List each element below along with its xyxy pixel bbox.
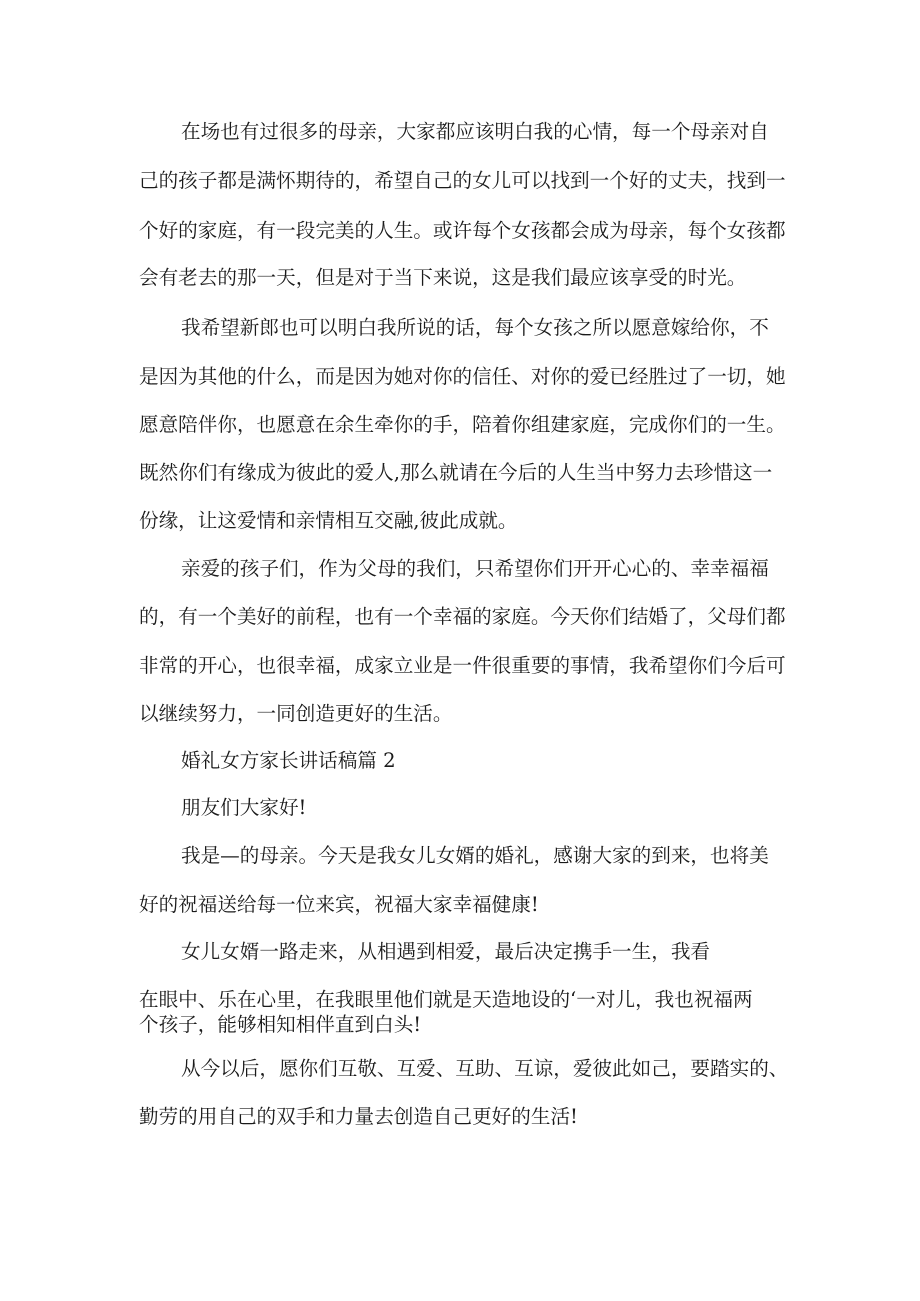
paragraph-2-line-1: 我希望新郎也可以明白我所说的话，每个女孩之所以愿意嫁给你，不 [181, 316, 769, 339]
paragraph-6-line-2: 勤劳的用自己的双手和力量去创造自己更好的生活! [139, 1105, 578, 1128]
paragraph-3-line-2: 的，有一个美好的前程，也有一个幸福的家庭。今天你们结婚了，父母们都 [139, 605, 786, 628]
paragraph-1-line-1: 在场也有过很多的母亲，大家都应该明白我的心情，每一个母亲对自 [181, 120, 769, 143]
paragraph-1-line-2: 己的孩子都是满怀期待的，希望自己的女儿可以找到一个好的丈夫，找到一 [139, 169, 786, 192]
paragraph-5-line-3: 个孩子，能够相知相伴直到白头! [139, 1013, 422, 1036]
section-heading: 婚礼女方家长讲话稿篇 2 [181, 749, 396, 772]
paragraph-2-line-2: 是因为其他的什么，而是因为她对你的信任、对你的爱已经胜过了一切，她 [139, 365, 786, 388]
paragraph-3-line-4: 以继续努力，一同创造更好的生活。 [139, 702, 453, 725]
paragraph-1-line-4: 会有老去的那一天，但是对于当下来说，这是我们最应该享受的时光。 [139, 266, 747, 289]
paragraph-3-line-3: 非常的开心，也很幸福，成家立业是一件很重要的事情，我希望你们今后可 [139, 654, 786, 677]
paragraph-2-line-5: 份缘，让这爱情和亲情相互交融,彼此成就。 [139, 509, 518, 532]
paragraph-5-line-1: 女儿女婿一路走来，从相遇到相爱，最后决定携手一生，我看 [181, 940, 711, 963]
paragraph-4-line-2: 好的祝福送给每一位来宾，祝福大家幸福健康! [139, 893, 539, 916]
paragraph-2-line-4: 既然你们有缘成为彼此的爱人,那么就请在今后的人生当中努力去珍惜这一 [139, 461, 773, 484]
paragraph-2-line-3: 愿意陪伴你，也愿意在余生牵你的手，陪着你组建家庭，完成你们的一生。 [139, 413, 786, 436]
greeting: 朋友们大家好! [181, 796, 307, 819]
paragraph-1-line-3: 个好的家庭，有一段完美的人生。或许每个女孩都会成为母亲，每个女孩都 [139, 219, 786, 242]
paragraph-3-line-1: 亲爱的孩子们，作为父母的我们，只希望你们开开心心的、幸幸福福 [181, 557, 769, 580]
paragraph-6-line-1: 从今以后，愿你们互敬、互爱、互助、互谅，爱彼此如己，要踏实的、 [181, 1057, 789, 1080]
paragraph-4-line-1: 我是—的母亲。今天是我女儿女婿的婚礼，感谢大家的到来，也将美 [181, 844, 769, 867]
paragraph-5-line-2: 在眼中、乐在心里，在我眼里他们就是天造地设的‘一对儿，我也祝福两 [139, 988, 753, 1011]
